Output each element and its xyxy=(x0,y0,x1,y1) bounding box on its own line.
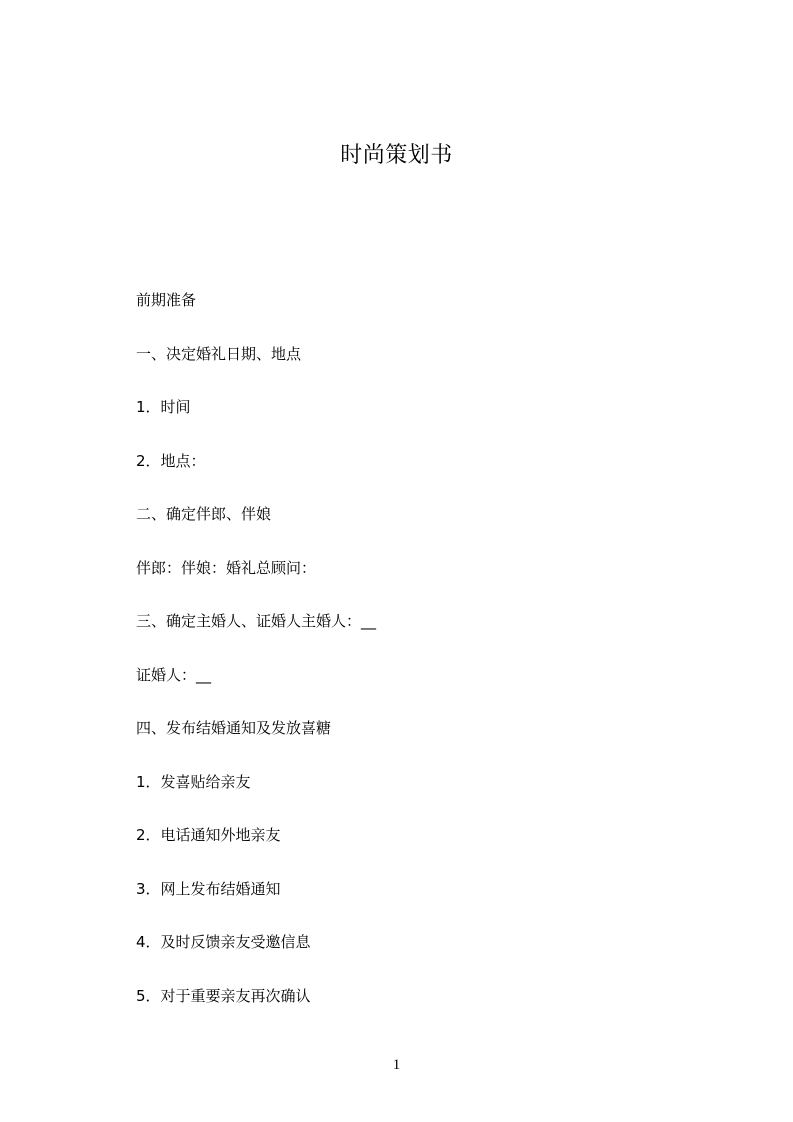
text-line: 前期准备 xyxy=(136,291,197,309)
document-title: 时尚策划书 xyxy=(340,143,453,168)
text-line: 1．发喜贴给亲友 xyxy=(136,772,251,791)
text-line: 证婚人：__ xyxy=(136,665,212,684)
text-line: 2．电话通知外地亲友 xyxy=(136,826,281,844)
text-line: 伴郎：伴娘：婚礼总顾问： xyxy=(136,558,317,577)
text-line: 5．对于重要亲友再次确认 xyxy=(136,986,311,1005)
text-line: 4．及时反馈亲友受邀信息 xyxy=(136,933,311,951)
text-line: 四、发布结婚通知及发放喜糖 xyxy=(136,719,332,737)
text-line: 三、确定主婚人、证婚人主婚人：__ xyxy=(136,612,377,630)
text-line: 2．地点： xyxy=(136,451,206,470)
text-line: 二、确定伴郎、伴娘 xyxy=(136,505,272,523)
text-line: 一、决定婚礼日期、地点 xyxy=(136,344,302,363)
document-body xyxy=(136,289,696,1038)
text-line: 1．时间 xyxy=(136,398,191,416)
text-line: 3．网上发布结婚通知 xyxy=(136,879,281,898)
page-number: 1 xyxy=(392,1057,401,1073)
